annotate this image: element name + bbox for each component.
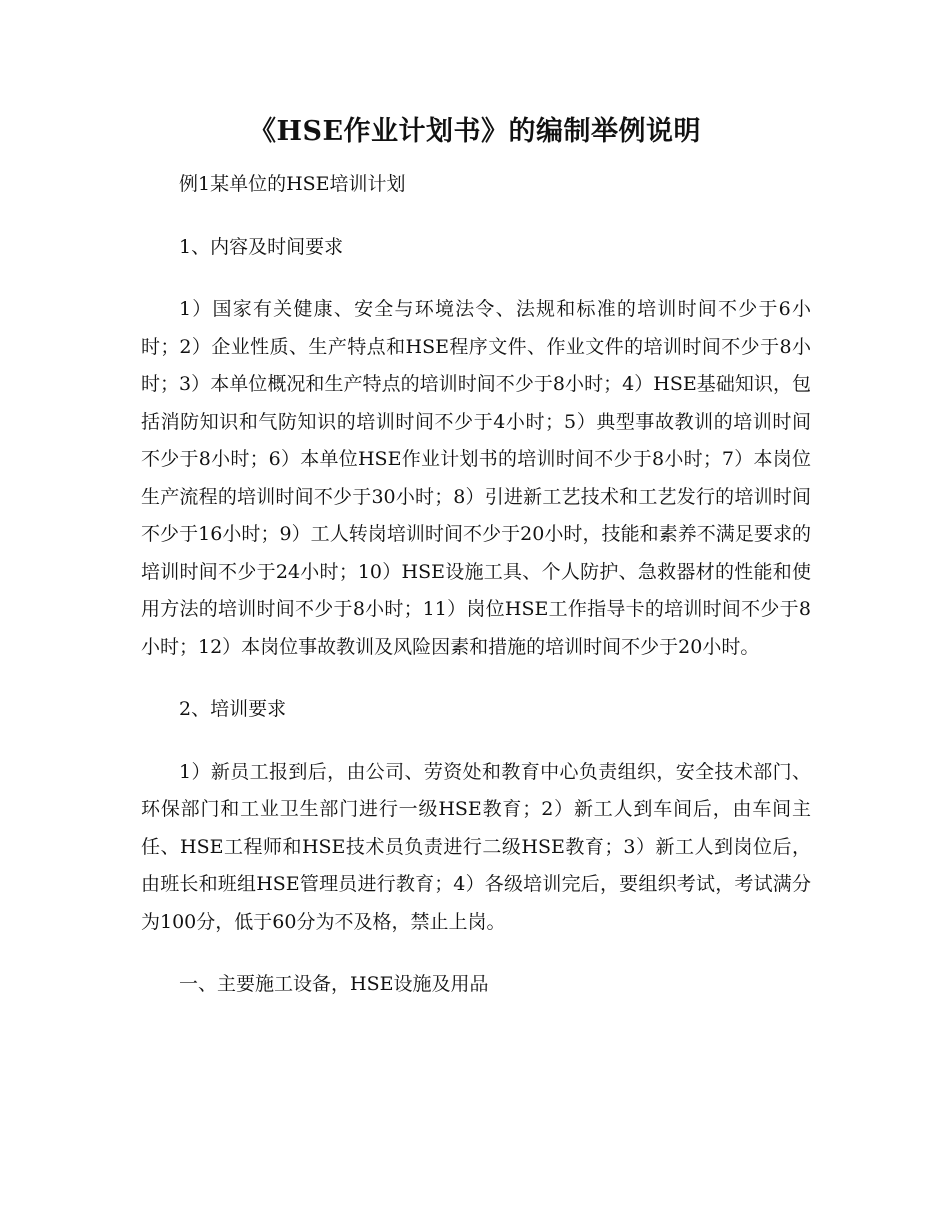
document-body bbox=[141, 166, 811, 1029]
section-heading-equipment: 一、主要施工设备，HSE设施及用品 bbox=[179, 973, 489, 995]
section-heading-content-time: 1、内容及时间要求 bbox=[179, 235, 344, 258]
document-title: 《HSE作业计划书》的编制举例说明 bbox=[248, 116, 702, 147]
paragraph-training-requirements: 1）新员工报到后，由公司、劳资处和教育中心负责组织，安全技术部门、环保部门和工业卫生部门进行一级HSE教育；2）新工人到车间后，由车间主任、HSE工程师和HSE技术员负责进行二级HSE教育；3）新工人到岗位后，由班长和班组HSE管理员进行教育；4）各级培训完后，要组织考试，考试满分为100分，低于60分为不及格，禁止上岗。 bbox=[141, 760, 811, 933]
paragraph-training-hours: 1）国家有关健康、安全与环境法令、法规和标准的培训时间不少于6小时；2）企业性质、生产特点和HSE程序文件、作业文件的培训时间不少于8小时；3）本单位概况和生产特点的培训时间不少于8小时；4）HSE基础知识，包括消防知识和气防知识的培训时间不少于4小时；5）典型事故教训的培训时间不少于8小时；6）本单位HSE作业计划书的培训时间不少于8小时；7）本岗位生产流程的培训时间不少于30小时；8）引进新工艺技术和工艺发行的培训时间不少于16小时；9）工人转岗培训时间不少于20小时，技能和素养不满足要求的培训时间不少于24小时；10）HSE设施工具、个人防护、急救器材的性能和使用方法的培训时间不少于8小时；11）岗位HSE工作指导卡的培训时间不少于8小时；12）本岗位事故教训及风险因素和措施的培训时间不少于20小时。 bbox=[141, 298, 811, 658]
example-heading: 例1某单位的HSE培训计划 bbox=[179, 173, 406, 195]
section-heading-training-requirements: 2、培训要求 bbox=[179, 698, 287, 720]
